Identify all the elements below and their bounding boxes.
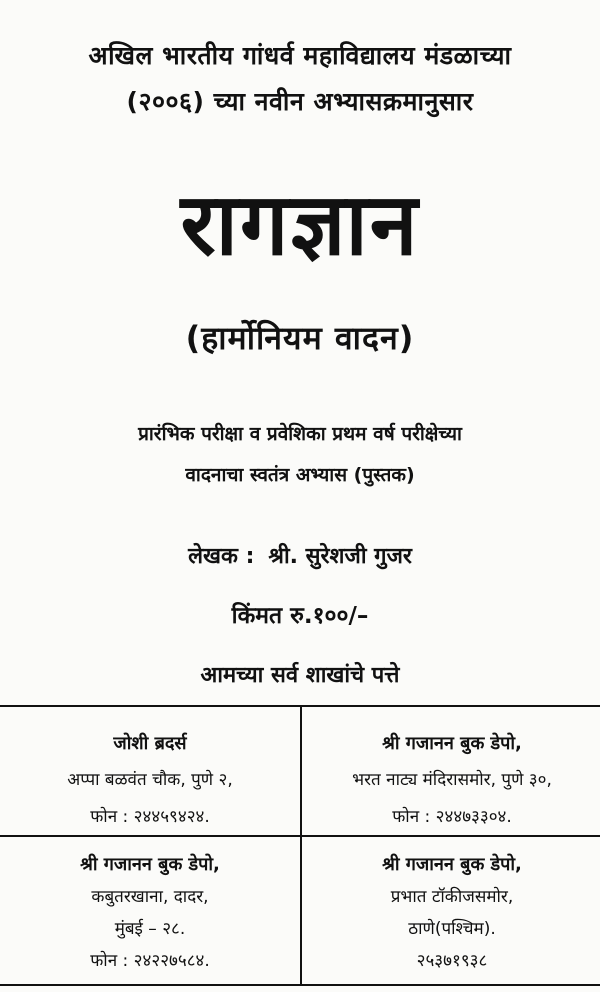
branches-heading: आमच्या सर्व शाखांचे पत्ते: [200, 663, 400, 688]
description-line-1: प्रारंभिक परीक्षा व प्रवेशिका प्रथम वर्ष परीक्षेच्या: [138, 423, 462, 445]
description-line-2: वादनाचा स्वतंत्र अभ्यास (पुस्तक): [185, 464, 415, 486]
branch-phone: २५३७१९३८: [416, 951, 488, 971]
author-name: श्री. सुरेशजी गुजर: [268, 544, 412, 569]
branch-name: जोशी ब्रदर्स: [113, 733, 187, 754]
branch-cell: [302, 725, 600, 836]
branch-city: मुंबई – २८.: [114, 919, 186, 939]
branch-cell: [0, 849, 300, 977]
branch-cell: [0, 725, 300, 836]
author-line: [0, 540, 600, 570]
header-line-2: (२००६) च्या नवीन अभ्यासक्रमानुसार: [126, 87, 474, 116]
branch-address: प्रभात टॉकीजसमोर,: [390, 887, 514, 907]
branch-name: श्री गजानन बुक डेपो,: [382, 733, 522, 754]
author-label: लेखक :: [188, 544, 255, 569]
branch-address: भरत नाट्य मंदिरासमोर, पुणे ३०,: [352, 770, 552, 790]
branch-city: ठाणे(पश्चिम).: [408, 919, 496, 939]
branch-phone: फोन : २४४७३३०४.: [392, 807, 512, 827]
branches-table: [0, 705, 600, 986]
branch-name: श्री गजानन बुक डेपो,: [80, 854, 220, 875]
book-subtitle: (हार्मोनियम वादन): [185, 319, 415, 357]
branch-name: श्री गजानन बुक डेपो,: [382, 854, 522, 875]
branch-address: अप्पा बळवंत चौक, पुणे २,: [67, 770, 233, 790]
book-title: रागज्ञान: [180, 175, 420, 275]
branch-phone: फोन : २४४५९४२४.: [90, 807, 210, 827]
branch-address: कबुतरखाना, दादर,: [91, 887, 209, 907]
header-line-1: अखिल भारतीय गांधर्व महाविद्यालय मंडळाच्या: [88, 41, 512, 70]
branch-phone: फोन : २४२२७५८४.: [90, 951, 210, 971]
price: किंमत रु.१००/–: [231, 603, 369, 629]
branch-cell: [302, 849, 600, 977]
